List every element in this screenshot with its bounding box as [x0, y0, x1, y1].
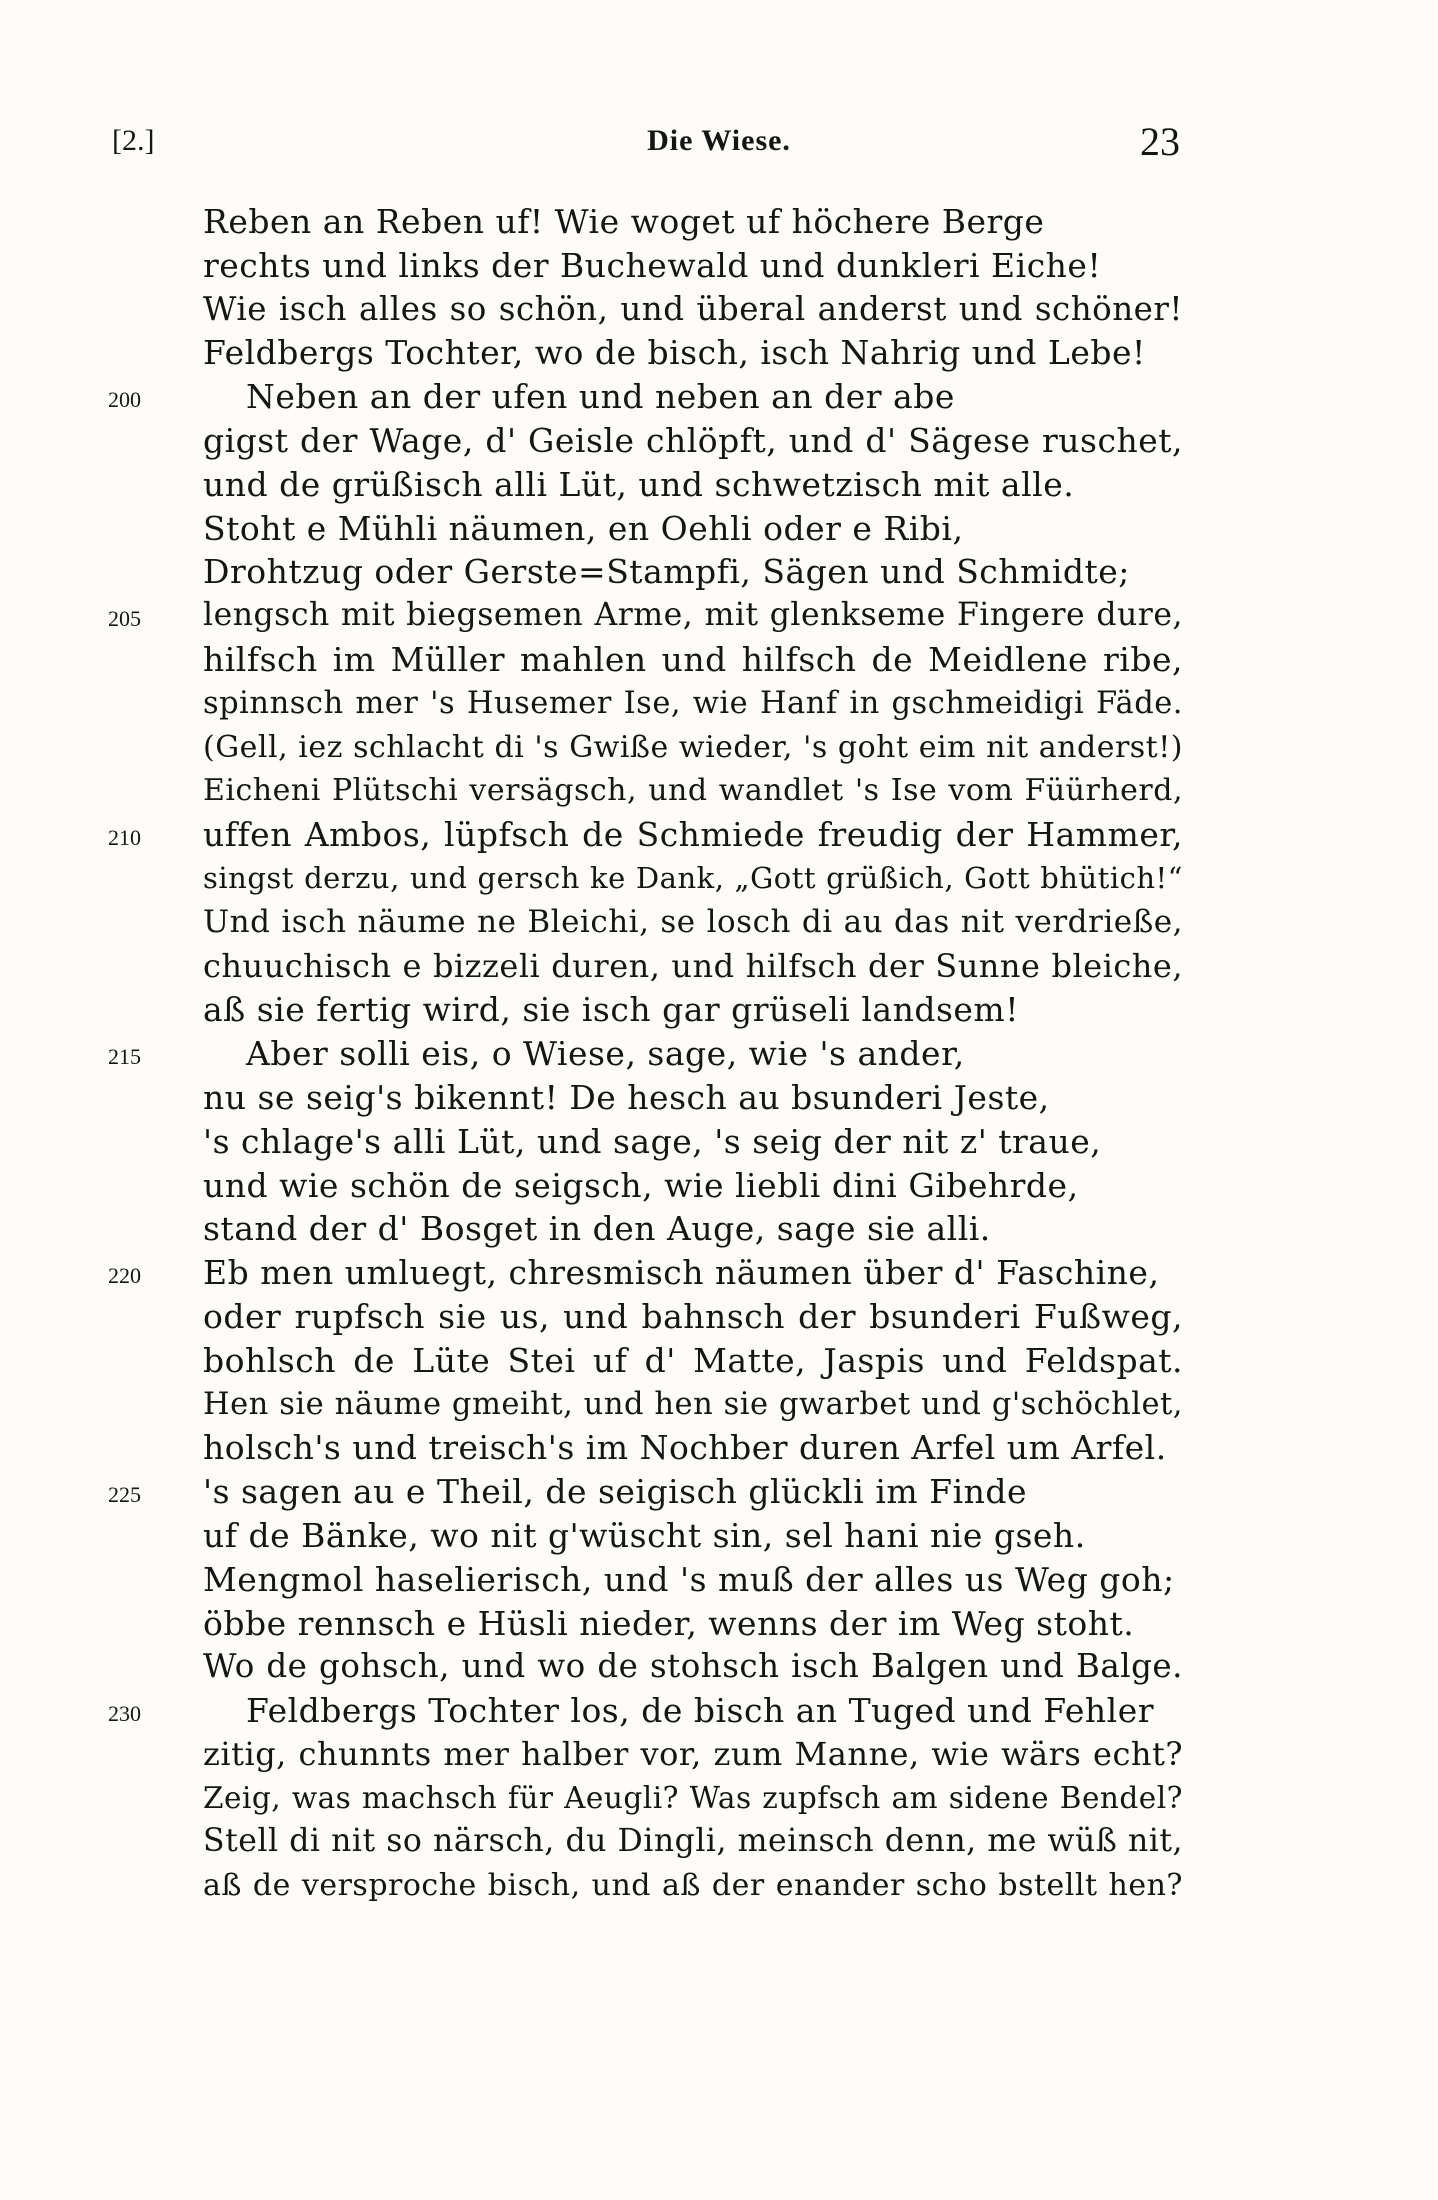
verse-line: [0, 813, 1438, 857]
verse-line: [0, 594, 1438, 638]
verse-line: [0, 638, 1438, 682]
verse-line: [0, 1076, 1438, 1120]
line-number: 210: [108, 825, 141, 851]
verse-text: Aber solli eis, o Wiese, sage, wie 's ander,: [246, 1034, 965, 1074]
verse-line: [0, 1514, 1438, 1558]
verse-text: oder rupfsch sie us, und bahnsch der bsunderi Fußweg,: [203, 1296, 1183, 1336]
verse-line: [0, 200, 1438, 244]
verse-text: und de grüßisch alli Lüt, und schwetzisch mit alle.: [203, 464, 1075, 504]
verse-line: [0, 1120, 1438, 1164]
verse-line: [0, 1032, 1438, 1076]
verse-line: [0, 1470, 1438, 1514]
verse-text: Wo de gohsch, und wo de stohsch isch Balgen und Balge.: [203, 1647, 1183, 1686]
verse-text: Stell di nit so närsch, du Dingli, meinsch denn, me wüß nit,: [203, 1823, 1183, 1860]
verse-text: Hen sie näume gmeiht, und hen sie gwarbet und g'schöchlet,: [203, 1386, 1183, 1422]
line-number: 205: [108, 606, 141, 632]
verse-line: [0, 1383, 1438, 1427]
verse-text: Mengmol haselierisch, und 's muß der alles us Weg goh;: [203, 1559, 1175, 1599]
verse-text: stand der d' Bosget in den Auge, sage sie alli.: [203, 1209, 991, 1249]
verse-text: Reben an Reben uf! Wie woget uf höchere Berge: [203, 202, 1045, 241]
verse-line: [0, 682, 1438, 726]
verse-line: [0, 1645, 1438, 1689]
verse-text: Und isch näume ne Bleichi, se losch di au das nit verdrieße,: [203, 903, 1183, 940]
verse-text: Stoht e Mühli näumen, en Oehli oder e Ribi,: [203, 508, 964, 548]
verse-line: [0, 463, 1438, 507]
verse-text: Eicheni Plütschi versägsch, und wandlet 's Ise vom Füürherd,: [203, 773, 1183, 809]
verse-text: rechts und links der Buchewald und dunkleri Eiche!: [203, 245, 1102, 285]
verse-line: [0, 375, 1438, 419]
verse-text: Zeig, was machsch für Aeugli? Was zupfsch am sidene Bendel?: [203, 1780, 1183, 1815]
verse-text: hilfsch im Müller mahlen und hilfsch de Meidlene ribe,: [203, 639, 1183, 679]
verse-line: [0, 550, 1438, 594]
verse-line: [0, 769, 1438, 813]
verse-text: nu se seig's bikennt! De hesch au bsunderi Jeste,: [203, 1077, 1050, 1117]
verse-text: chuuchisch e bizzeli duren, und hilfsch der Sunne bleiche,: [203, 946, 1183, 985]
verse-text: gigst der Wage, d' Geisle chlöpft, und d' Sägese ruschet,: [203, 420, 1183, 460]
verse-text: uffen Ambos, lüpfsch de Schmiede freudig der Hammer,: [203, 815, 1183, 855]
verse-text: (Gell, iez schlacht di 's Gwiße wieder, 's goht eim nit anderst!): [203, 729, 1183, 765]
verse-text: aß sie fertig wird, sie isch gar grüseli landsem!: [203, 990, 1019, 1030]
verse-text: Drohtzug oder Gerste=Stampfi, Sägen und Schmidte;: [203, 552, 1130, 592]
line-number: 215: [108, 1044, 141, 1070]
verse-line: [0, 1820, 1438, 1864]
verse-line: [0, 988, 1438, 1032]
verse-text: Feldbergs Tochter los, de bisch an Tuged und Fehler: [246, 1691, 1155, 1731]
verse-line: [0, 945, 1438, 989]
verse-text: 's sagen au e Theil, de seigisch glückli im Finde: [203, 1472, 1028, 1512]
verse-text: Wie isch alles so schön, und überal anderst und schöner!: [203, 289, 1183, 328]
verse-text: holsch's und treisch's im Nochber duren Arfel um Arfel.: [203, 1428, 1167, 1468]
verse-text: uf de Bänke, wo nit g'wüscht sin, sel hani nie gseh.: [203, 1515, 1086, 1555]
page-number: 23: [1140, 119, 1180, 164]
verse-line: [0, 1339, 1438, 1383]
verse-line: [0, 901, 1438, 945]
verse-line: [0, 1558, 1438, 1602]
verse-line: [0, 1207, 1438, 1251]
verse-line: [0, 1864, 1438, 1908]
line-number: 220: [108, 1263, 141, 1289]
verse-line: [0, 1689, 1438, 1733]
verse-line: [0, 857, 1438, 901]
verse-text: Eb men umluegt, chresmisch näumen über d' Faschine,: [203, 1253, 1160, 1293]
verse-line: [0, 507, 1438, 551]
line-number: 200: [108, 387, 141, 413]
verse-text: spinnsch mer 's Husemer Ise, wie Hanf in gschmeidigi Fäde.: [203, 685, 1183, 721]
verse-text: und wie schön de seigsch, wie liebli dini Gibehrde,: [203, 1165, 1079, 1205]
verse-text: öbbe rennsch e Hüsli nieder, wenns der im Weg stoht.: [203, 1603, 1135, 1643]
verse-text: lengsch mit biegsemen Arme, mit glenkseme Fingere dure,: [203, 597, 1183, 634]
verse-line: [0, 419, 1438, 463]
verse-line: [0, 288, 1438, 332]
verse-text: bohlsch de Lüte Stei uf d' Matte, Jaspis und Feldspat.: [203, 1340, 1183, 1380]
verse-line: [0, 1164, 1438, 1208]
verse-line: [0, 1602, 1438, 1646]
verse-text: aß de versproche bisch, und aß der enander scho bstellt hen?: [203, 1868, 1183, 1904]
verse-line: [0, 1251, 1438, 1295]
poem-body: [0, 200, 1438, 1908]
verse-line: [0, 1426, 1438, 1470]
verse-text: zitig, chunnts mer halber vor, zum Manne, wie wärs echt?: [203, 1734, 1183, 1773]
verse-line: [0, 331, 1438, 375]
verse-text: 's chlage's alli Lüt, und sage, 's seig der nit z' traue,: [203, 1121, 1102, 1161]
verse-line: [0, 1733, 1438, 1777]
verse-text: Feldbergs Tochter, wo de bisch, isch Nahrig und Lebe!: [203, 333, 1146, 373]
verse-text: singst derzu, und gersch ke Dank, „Gott grüßich, Gott bhütich!“: [203, 860, 1183, 895]
verse-line: [0, 1295, 1438, 1339]
line-number: 225: [108, 1482, 141, 1508]
verse-line: [0, 1777, 1438, 1821]
section-marker: [2.]: [112, 124, 155, 157]
running-title: Die Wiese.: [647, 124, 791, 157]
line-number: 230: [108, 1701, 141, 1727]
verse-line: [0, 244, 1438, 288]
verse-line: [0, 726, 1438, 770]
verse-text: Neben an der ufen und neben an der abe: [246, 377, 955, 417]
